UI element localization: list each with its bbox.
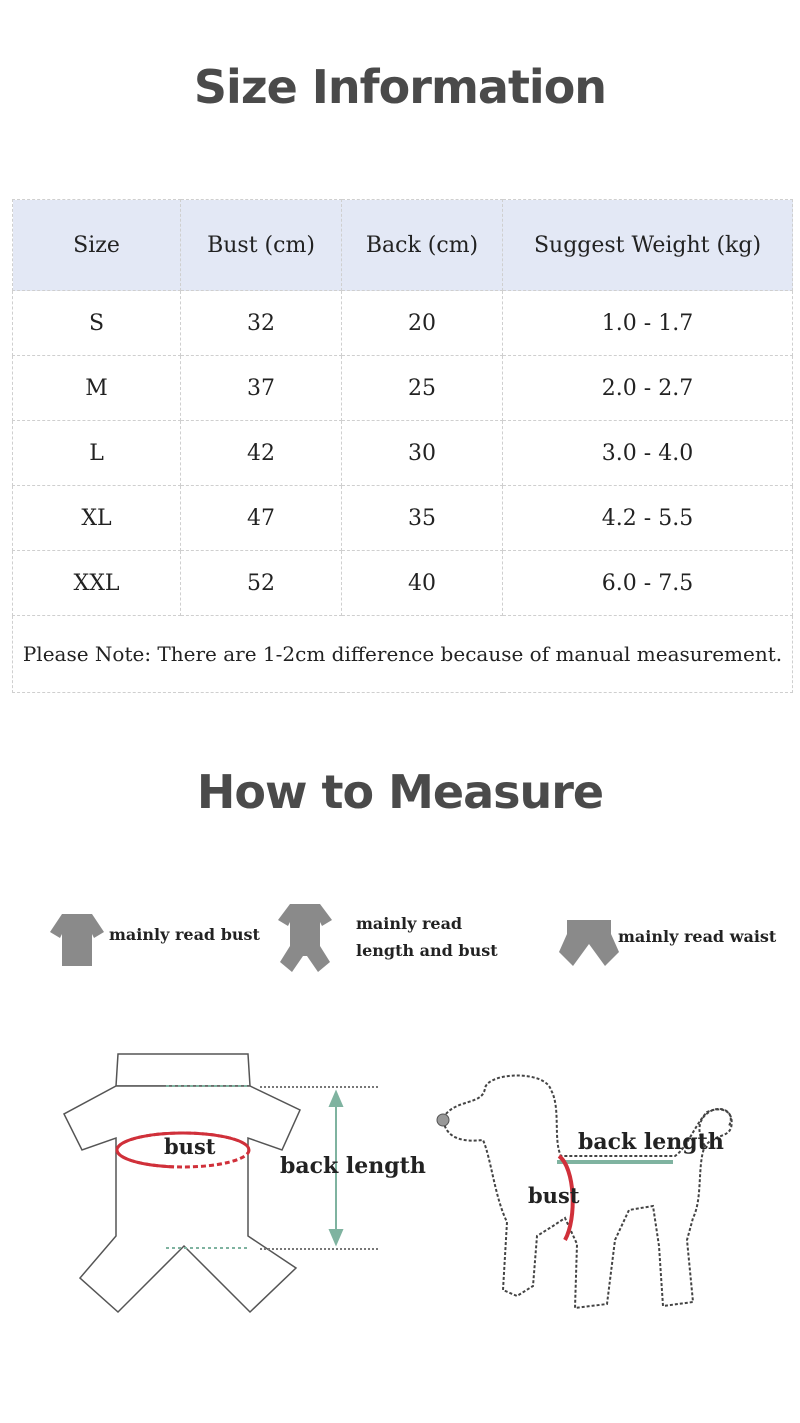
table-row — [13, 356, 793, 421]
table-header-row — [13, 200, 793, 291]
cell-back: 30 — [342, 421, 503, 486]
cell-back: 25 — [342, 356, 503, 421]
cell-bust: 32 — [181, 291, 342, 356]
cell-weight: 4.2 - 5.5 — [503, 486, 793, 551]
cell-back: 35 — [342, 486, 503, 551]
header-bust: Bust (cm) — [181, 200, 342, 291]
cell-bust: 37 — [181, 356, 342, 421]
cell-bust: 42 — [181, 421, 342, 486]
cell-back: 20 — [342, 291, 503, 356]
cell-weight: 1.0 - 1.7 — [503, 291, 793, 356]
cell-size: L — [13, 421, 181, 486]
cell-size: M — [13, 356, 181, 421]
table-row — [13, 421, 793, 486]
shirt-icon — [48, 912, 106, 968]
table-row — [13, 486, 793, 551]
how-to-measure-title: How to Measure — [196, 765, 604, 819]
cell-bust: 47 — [181, 486, 342, 551]
cell-weight: 2.0 - 2.7 — [503, 356, 793, 421]
header-back: Back (cm) — [342, 200, 503, 291]
legend-label-bust: mainly read bust — [109, 925, 260, 944]
cell-bust: 52 — [181, 551, 342, 616]
legend-label-length-bust-1: mainly read — [356, 914, 463, 933]
garment-back-length-label: back length — [280, 1153, 426, 1179]
size-table — [12, 199, 793, 693]
cell-weight: 6.0 - 7.5 — [503, 551, 793, 616]
cell-size: XXL — [13, 551, 181, 616]
garment-diagram — [60, 1050, 400, 1320]
legend-label-waist: mainly read waist — [618, 927, 777, 946]
garment-bust-label: bust — [164, 1134, 216, 1159]
table-row — [13, 551, 793, 616]
dog-back-length-label: back length — [578, 1129, 724, 1155]
dog-outline — [443, 1076, 732, 1309]
cell-size: S — [13, 291, 181, 356]
cell-weight: 3.0 - 4.0 — [503, 421, 793, 486]
table-row — [13, 291, 793, 356]
garment-collar — [116, 1054, 250, 1086]
pants-icon — [557, 918, 621, 968]
dog-bust-label: bust — [528, 1183, 580, 1208]
size-information-title: Size Information — [193, 60, 607, 114]
header-size: Size — [13, 200, 181, 291]
cell-back: 40 — [342, 551, 503, 616]
jumpsuit-icon — [274, 902, 336, 974]
header-weight: Suggest Weight (kg) — [503, 200, 793, 291]
measurement-note: Please Note: There are 1-2cm difference because of manual measurement. — [13, 616, 793, 693]
garment-body — [64, 1086, 300, 1312]
legend-label-length-bust-2: length and bust — [356, 941, 498, 960]
cell-size: XL — [13, 486, 181, 551]
dog-diagram — [425, 1068, 745, 1318]
table-note-row — [13, 616, 793, 693]
dog-nose — [437, 1114, 449, 1126]
